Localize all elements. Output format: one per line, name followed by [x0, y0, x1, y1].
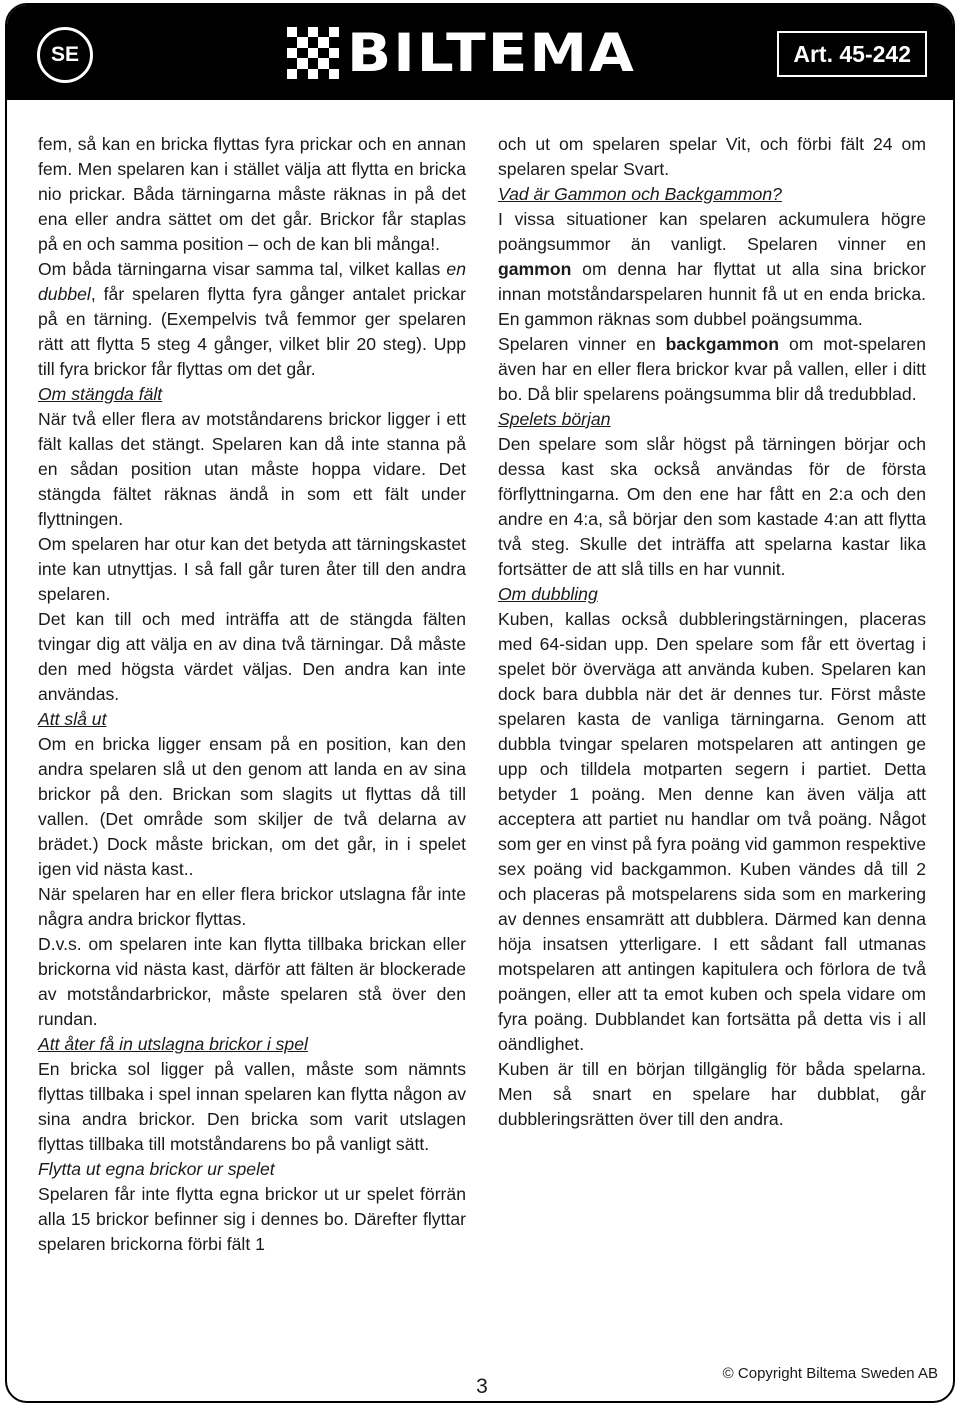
heading-text: Spelets början [498, 409, 611, 429]
italic-term: en dubbel [38, 259, 466, 304]
section-heading [38, 1032, 466, 1057]
heading-text: Om stängda fält [38, 384, 163, 404]
section-heading [498, 182, 926, 207]
paragraph-text: Spelaren vinner en [498, 334, 666, 354]
brand-name: BILTEMA [347, 22, 636, 84]
heading-text: Flytta ut egna brickor ur spelet [38, 1159, 275, 1179]
paragraph-text: , får spelaren flytta fyra gånger antalet prickar på en tärning. (Exempelvis två femmor ger spelaren rätt att flytta 5 steg 4 gånger, vilket blir 20 steg). Upp till fyra brickor får flyttas om det går. [38, 284, 466, 379]
paragraph-text: fem, så kan en bricka flyttas fyra prickar och en annan fem. Men spelaren kan i stället välja att flytta en bricka nio prickar. Båda tärningarna måste räknas in på det ena eller andra sättet om det går. Brickor får staplas på en och samma position – och de kan bli många!. [38, 134, 466, 254]
paragraph [498, 607, 926, 1057]
paragraph-text: En bricka sol ligger på vallen, måste som nämnts flyttas tillbaka i spel innan spelaren kan flytta någon av sina andra brickor. Den bricka som varit utslagen flyttas tillbaka till motståndarens bo på vanligt sätt. [38, 1059, 466, 1154]
paragraph [38, 932, 466, 1032]
heading-text: Vad är Gammon och Backgammon? [498, 184, 782, 204]
section-heading [498, 582, 926, 607]
page-number: 3 [476, 1375, 488, 1398]
paragraph-text: och ut om spelaren spelar Vit, och förbi fält 24 om spelaren spelar Svart. [498, 134, 926, 179]
paragraph [498, 1057, 926, 1132]
paragraph [38, 607, 466, 707]
section-heading [38, 707, 466, 732]
checker-flag-icon [287, 27, 339, 79]
paragraph-text: Om spelaren har otur kan det betyda att tärningskastet inte kan utnyttjas. I så fall går turen åter till den andra spelaren. [38, 534, 466, 604]
brand-logo [287, 22, 636, 84]
paragraph-text: Spelaren får inte flytta egna brickor ut ur spelet förrän alla 15 brickor befinner sig i dennes bo. Därefter flyttar spelaren brickorna förbi fält 1 [38, 1184, 466, 1254]
paragraph [38, 132, 466, 257]
heading-text: Att slå ut [38, 709, 107, 729]
paragraph [38, 882, 466, 932]
paragraph-text: D.v.s. om spelaren inte kan flytta tillbaka brickan eller brickorna vid nästa kast, därför att fälten är blockerade av motståndarbrickor, måste spelaren stå över den rundan. [38, 934, 466, 1029]
section-heading [38, 1157, 466, 1182]
section-heading [38, 382, 466, 407]
bold-term: backgammon [665, 334, 780, 354]
paragraph-text: Om en bricka ligger ensam på en position, kan den andra spelaren slå ut den genom att landa en av sina brickor på den. Brickan som slagits ut flyttas då till vallen. (Det område som skiljer de två delarna av brädet.) Dock måste brickan, om det går, in i spelet igen vid nästa kast.. [38, 734, 466, 879]
language-badge: SE [37, 27, 93, 83]
right-column [498, 132, 926, 1132]
paragraph [38, 532, 466, 607]
paragraph [38, 732, 466, 882]
paragraph [38, 1057, 466, 1157]
header-bar [7, 5, 953, 100]
paragraph [38, 1182, 466, 1257]
copyright-text: © Copyright Biltema Sweden AB [722, 1365, 938, 1382]
paragraph-text: När spelaren har en eller flera brickor utslagna får inte några andra brickor flyttas. [38, 884, 466, 929]
paragraph-text: Om båda tärningarna visar samma tal, vilket kallas [38, 259, 447, 279]
paragraph [498, 132, 926, 182]
paragraph-text: Kuben, kallas också dubbleringstärningen, placeras med 64-sidan upp. Den spelare som får ett övertag i spelet bör överväga att använda kuben. Spelaren kan dock bara dubbla när det är dennes tur. Först måste spelaren kasta de vanliga tärningarna. Genom att dubbla tvingar spelaren motspelaren att antingen ge upp och tilldela motparten segern i partiet. Detta betyder 1 poäng. Men denne kan även välja att acceptera att partiet nu handlar om två poäng. Något som ger en vinst på fyra poäng vid gammon respektive sex poäng vid backgammon. Kuben vändes då till 2 och placeras på motspelarens sida som en markering av dennes ensamrätt att dubblera. Därmed kan denna höja insatsen ytterligare. I ett sådant fall utmanas motspelaren att antingen kapitulera och förlora de två poängen, eller att ta emot kuben och spela vidare om fyra poäng. Dubblandet kan fortsätta på detta vis i all oändlighet. [498, 609, 926, 1054]
paragraph-text: Den spelare som slår högst på tärningen börjar och dessa kast ska också användas för de första förflyttningarna. Om den ene har fått en 2:a och den andre en 4:a, så börjar den som kastade 4:an att flytta två steg. Skulle det inträffa att spelarna kastar lika fortsätter de att slå tills en har vunnit. [498, 434, 926, 579]
heading-text: Om dubbling [498, 584, 598, 604]
bold-term: gammon [498, 259, 572, 279]
paragraph-text: I vissa situationer kan spelaren ackumulera högre poängsummor än vanligt. Spelaren vinner en [498, 209, 926, 254]
paragraph [498, 332, 926, 407]
paragraph [38, 407, 466, 532]
paragraph-text: När två eller flera av motståndarens brickor ligger i ett fält kallas det stängt. Spelaren kan då inte stanna på en sådan position utan måste hoppa vidare. Det stängda fältet räknas ändå in som ett fält under flyttningen. [38, 409, 466, 529]
paragraph-text: om mot-spelaren även har en eller flera brickor kvar på vallen, eller i ditt bo. Då blir spelarens poängsumma blir då tredubblad. [498, 334, 926, 404]
paragraph [498, 207, 926, 332]
section-heading [498, 407, 926, 432]
paragraph-text: om denna har flyttat ut alla sina brickor innan motståndarspelaren hunnit få ut en enda bricka. En gammon räknas som dubbel poängsumma. [498, 259, 926, 329]
paragraph [38, 257, 466, 382]
paragraph-text: Det kan till och med inträffa att de stängda fälten tvingar dig att välja en av dina två tärningar. Då måste den med högsta värdet väljas. Den andra kan inte användas. [38, 609, 466, 704]
heading-text: Att åter få in utslagna brickor i spel [38, 1034, 308, 1054]
article-number: Art. 45-242 [777, 31, 927, 77]
paragraph [498, 432, 926, 582]
left-column [38, 132, 466, 1257]
paragraph-text: Kuben är till en början tillgänglig för båda spelarna. Men så snart en spelare har dubblat, går dubbleringsrätten över till den andra. [498, 1059, 926, 1129]
